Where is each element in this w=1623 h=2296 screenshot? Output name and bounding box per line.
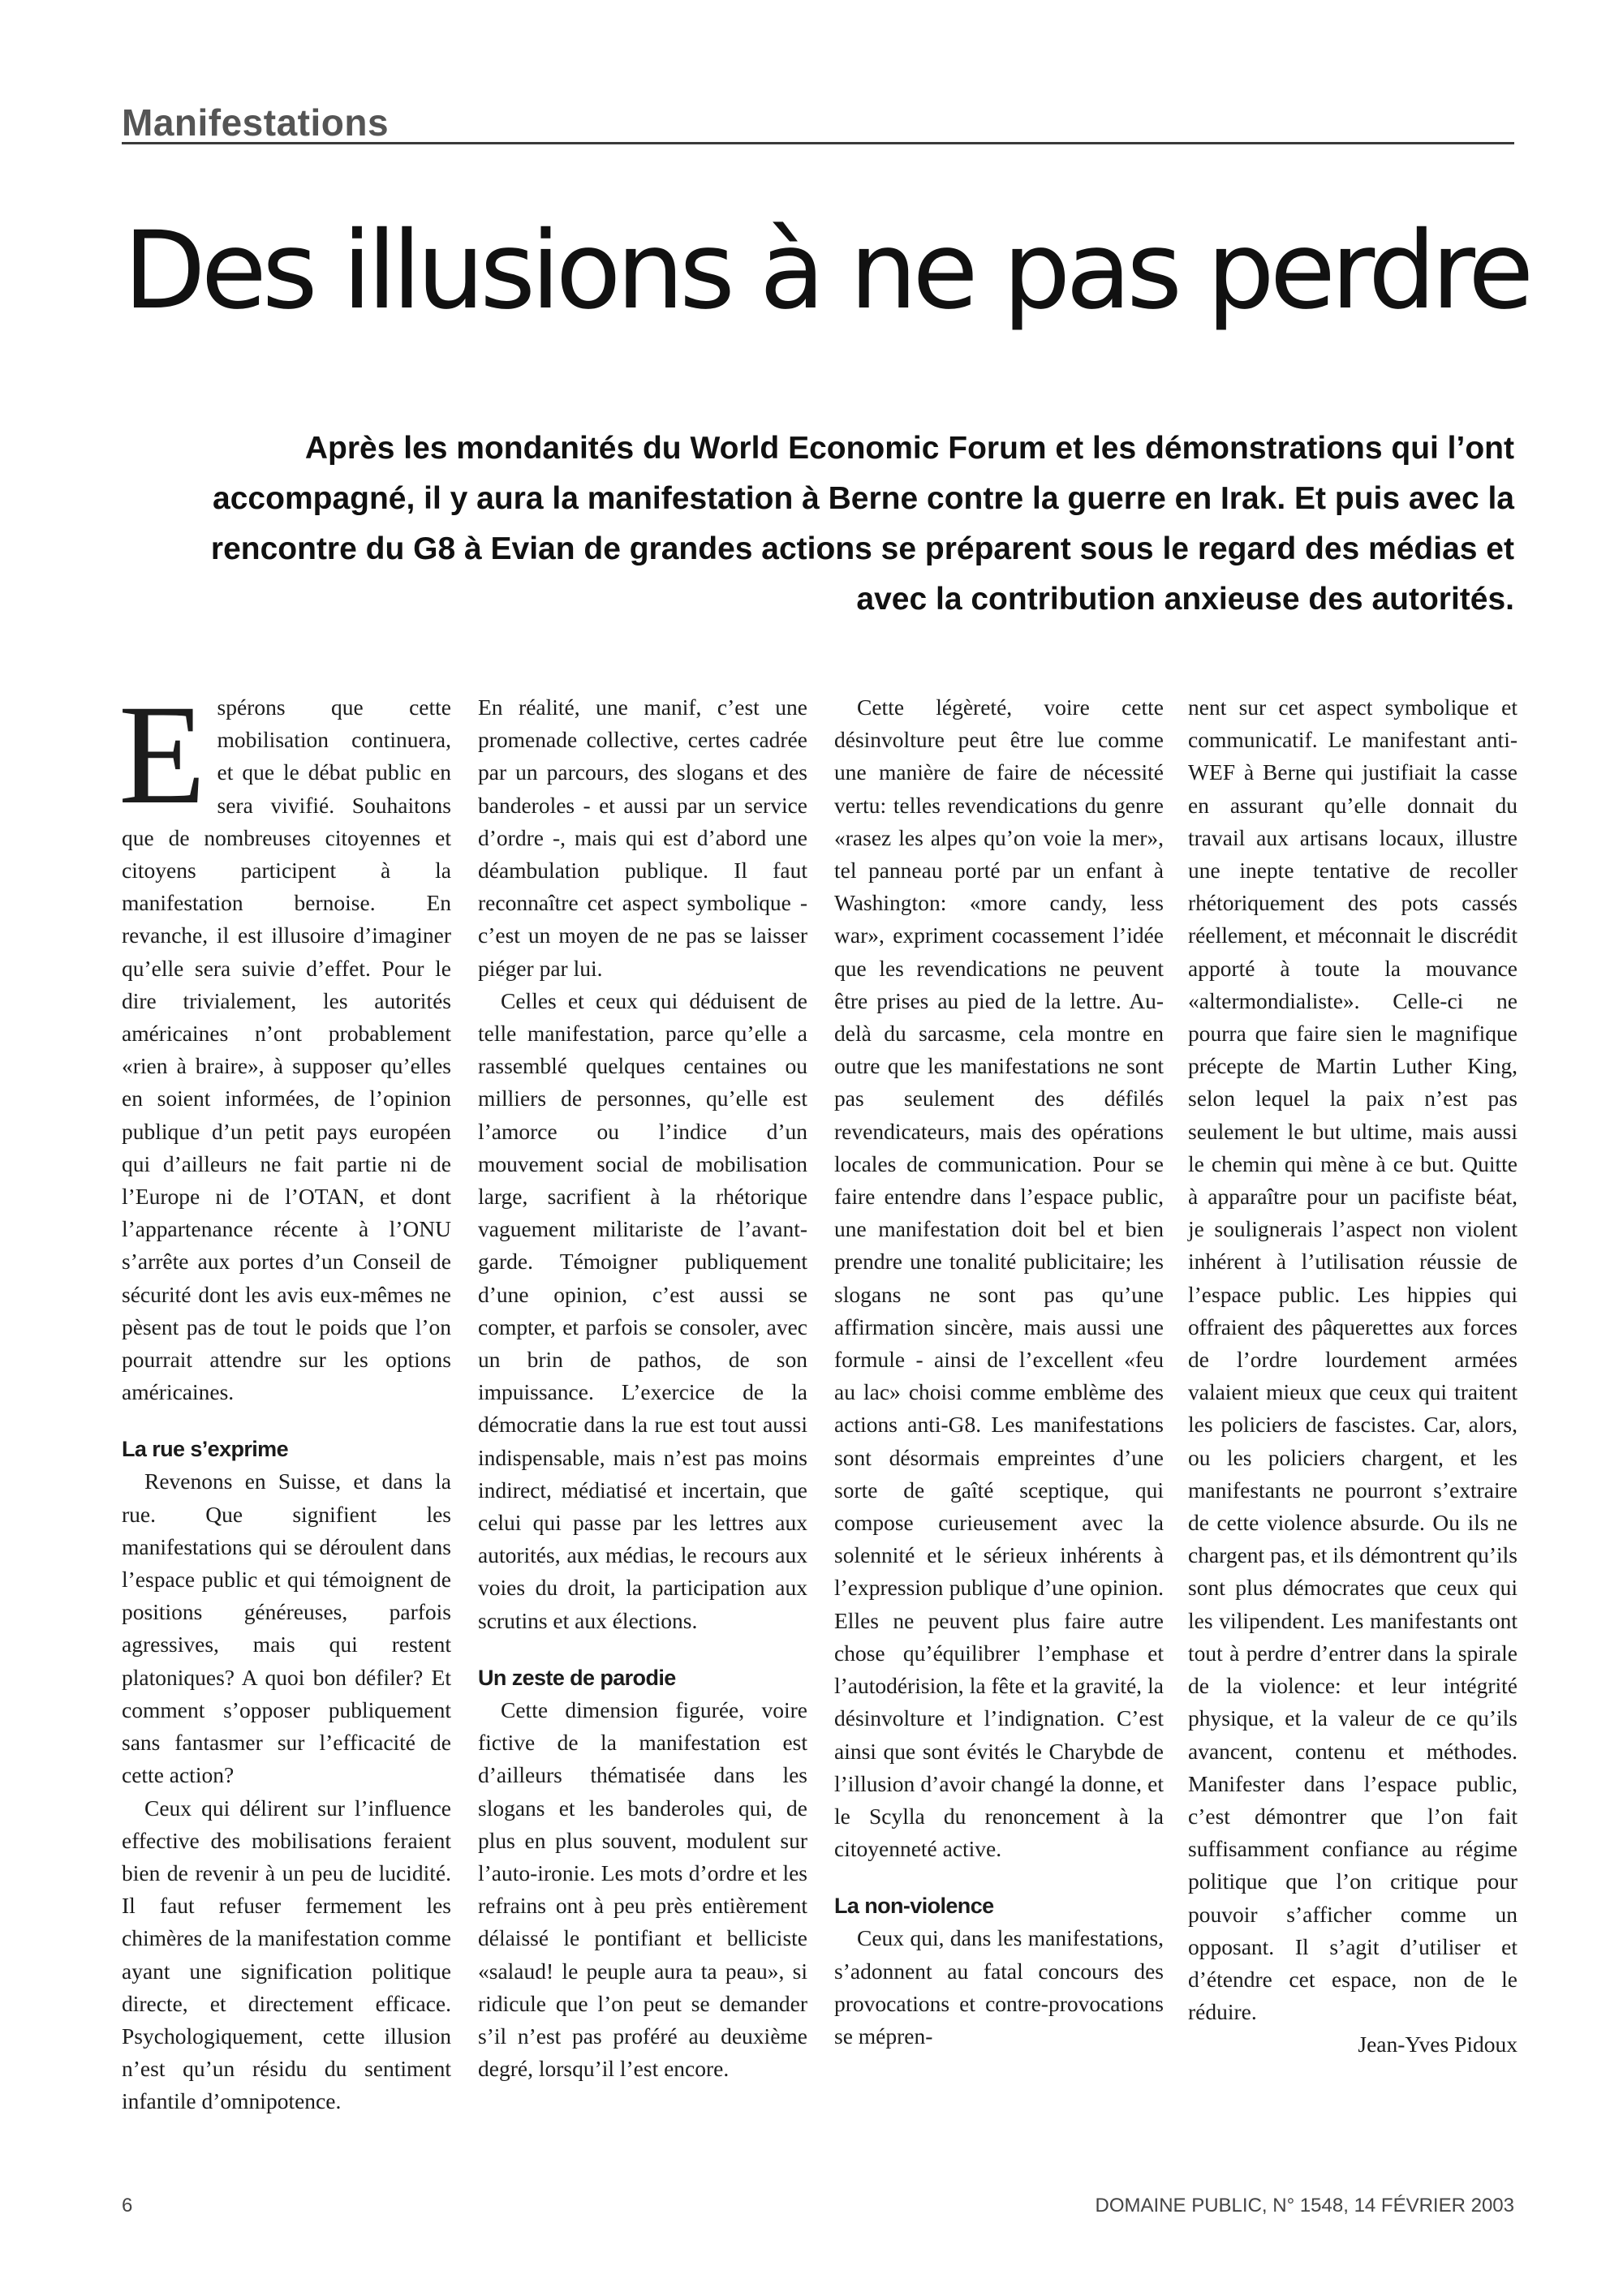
article-lead: Après les mondanités du World Economic Forum et les démonstrations qui l’ont accompagné, il y aura la manifestation à Berne contre la guerre en Irak. Et puis avec la rencontre du G8 à Evian de grandes actions se préparent sous le regard des médias et avec la contribution anxieuse des autorités. xyxy=(210,431,1514,617)
drop-cap: E xyxy=(118,676,206,834)
paragraph: Cette légèreté, voire cette désinvolture peut être lue comme une manière de faire de nécessité vertu: telles revendications du genre «rasez les alpes qu’on voie la mer», tel panneau porté par un enfant à Washington: «more candy, less war», expriment cocassement l’idée que les revendications ne peuvent être prises au pied de la lettre. Au-delà du sarcasme, cela montre en outre que les manifestations ne sont pas seulement des défilés revendicateurs, mais des opérations locales de communication. Pour se faire entendre dans l’espace public, une manifestation doit bel et bien prendre une tonalité publicitaire; les slogans ne sont pas qu’une affirmation sincère, mais aussi une formule - ainsi de l’excellent «feu au lac» choisi comme emblème des actions anti-G8. Les manifestations sont désormais empreintes d’une sorte de gaîté sceptique, qui compose curieusement avec la solennité et le sérieux inhérents à l’expression publique d’une opinion. Elles ne peuvent plus faire autre chose qu’équilibrer l’emphase et l’autodérision, la fête et la gravité, la désinvolture et l’indignation. C’est ainsi que sont évités le Charybde de l’illusion d’avoir changé la donne, et le Scylla du renoncement à la citoyenneté active. xyxy=(834,694,1164,1862)
subheading: La rue s’exprime xyxy=(122,1437,289,1462)
paragraph: Celles et ceux qui déduisent de telle manifestation, parce qu’elle a rassemblé quelques centaines ou milliers de personnes, qu’elle est l’amorce ou l’indice d’un mouvement social de mobilisation large, sacrifient à la rhétorique vaguement militariste de l’avant-garde. Témoigner publiquement d’une opinion, c’est aussi se compter, et parfois se consoler, avec un brin de pathos, de son impuissance. L’exercice de la démocratie dans la rue est tout aussi indispensable, mais n’est pas moins indirect, médiatisé et incertain, que celui qui passe par les lettres aux autorités, aux médias, le recours aux voies du droit, la participation aux scrutins et aux élections. xyxy=(478,987,807,1633)
paragraph: nent sur cet aspect symbolique et communicatif. Le manifestant anti-WEF à Berne qui justifiait la casse en assurant qu’elle donnait du travail aux artisans locaux, illustre une inepte tentative de recoller rhétoriquement des pots cassés réellement, et méconnait le discrédit apporté à toute la mouvance «altermondialiste». Celle-ci ne pourra que faire sien le magnifique précepte de Martin Luther King, selon lequel la paix n’est pas seulement le but ultime, mais aussi le chemin qui mène à ce but. Quitte à apparaître pour un pacifiste béat, je soulignerais l’aspect non violent inhérent à l’utilisation réussie de l’espace public. Les hippies qui offraient des pâquerettes aux forces de l’ordre lourdement armées valaient mieux que ceux qui traitent les policiers de fascistes. Car, alors, ou les policiers chargent, et les manifestants ne pourront s’extraire de cette violence absurde. Ou ils ne chargent pas, et ils démontrent qu’ils sont plus démocrates que ceux qui les vilipendent. Les manifestants ont tout à perdre d’entrer dans la spirale de la violence: et leur intégrité physique, et la valeur de ce qu’ils avancent, contenu et méthodes. Manifester dans l’espace public, c’est démontrer que l’on fait suffisamment confiance au régime politique que l’on critique pour pouvoir s’afficher comme un opposant. Il s’agit d’utiliser et d’étendre cet espace, non de le réduire. xyxy=(1188,694,1518,2025)
column-1 xyxy=(118,676,451,2152)
paragraph: En réalité, une manif, c’est une promenade collective, certes cadrée par un parcours, des slogans et des banderoles - et aussi par un service d’ordre -, mais qui est d’abord une déambulation publique. Il faut reconnaître cet aspect symbolique - c’est un moyen de ne pas se laisser piéger par lui. xyxy=(478,694,807,981)
paragraph: Ceux qui délirent sur l’influence effective des mobilisations feraient bien de revenir à un peu de lucidité. Il faut refuser fermement les chimères de la manifestation comme ayant une signification politique directe, et directement efficace. Psychologiquement, cette illusion n’est qu’un résidu du sentiment infantile d’omnipotence. xyxy=(122,1795,451,2114)
paragraph: Cette dimension figurée, voire fictive de la manifestation est d’ailleurs thématisée dans les slogans et les banderoles qui, de plus en plus souvent, modulent sur l’auto-ironie. Les mots d’ordre et les refrains ont à peu près entièrement délaissé le pontifiant et belliciste «salaud! le peuple aura ta peau», si ridicule que l’on peut se demander s’il n’est pas proféré au deuxième degré, lorsqu’il l’est encore. xyxy=(478,1696,807,2082)
section-label: Manifestations xyxy=(122,101,390,144)
subheading: La non-violence xyxy=(834,1894,994,1919)
paragraph xyxy=(118,676,451,1408)
column-4 xyxy=(1188,691,1518,2152)
column-2 xyxy=(478,691,807,2152)
article-title: Des illusions à ne pas perdre xyxy=(123,209,1530,333)
paragraph: Ceux qui, dans les manifestations, s’adonnent au fatal concours des provocations et contre-provocations se mépren- xyxy=(834,1925,1164,2049)
author-signature: Jean-Yves Pidoux xyxy=(1358,2032,1518,2057)
paragraph: Revenons en Suisse, et dans la rue. Que signifient les manifestations qui se déroulent dans l’espace public et qui témoignent de positions généreuses, parfois agressives, mais qui restent platoniques? A quoi bon défiler? Et comment s’opposer publiquement sans fantasmer sur l’efficacité de cette action? xyxy=(122,1468,451,1788)
subheading: Un zeste de parodie xyxy=(478,1665,676,1690)
section-rule xyxy=(122,142,1514,144)
article-body xyxy=(0,676,1623,2160)
page-number: 6 xyxy=(122,2195,133,2216)
paragraph-text: spérons que cette mobilisation continuera, et que le débat public en sera vivifié. Souhaitons que de nombreuses citoyennes et citoyens participent à la manifestation bernoise. En revanche, il est illusoire d’imaginer qu’elle sera suivie d’effet. Pour le dire trivialement, les autorités américaines n’ont probablement «rien à braire», à supposer qu’elles en soient informées, de l’opinion publique d’un petit pays européen qui d’ailleurs ne fait partie ni de l’Europe ni de l’OTAN, et dont l’appartenance récente à l’ONU s’arrête aux portes d’un Conseil de sécurité dont les avis eux-mêmes ne pèsent pas de tout le poids que l’on pourrait attendre sur les options américaines. xyxy=(122,694,451,1405)
publication-info: DOMAINE PUBLIC, N° 1548, 14 FÉVRIER 2003 xyxy=(1095,2195,1514,2216)
column-3 xyxy=(834,691,1164,2152)
